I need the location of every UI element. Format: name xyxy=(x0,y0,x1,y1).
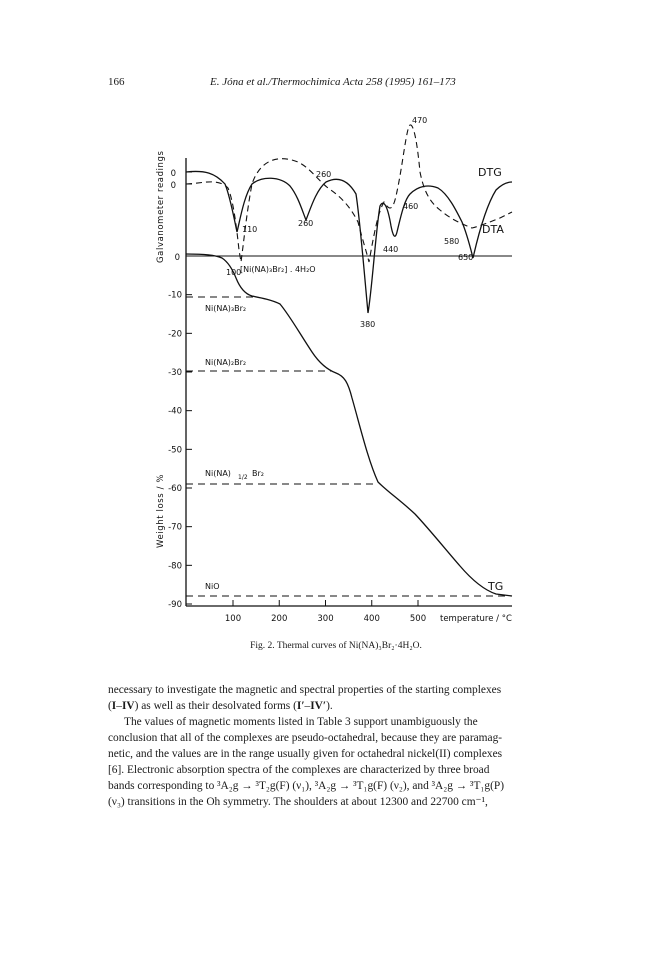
species-half-sub: 1/2 xyxy=(238,474,248,481)
page-number: 166 xyxy=(108,76,125,88)
peak-100: 100 xyxy=(226,268,242,277)
base-zero-label: 0 xyxy=(174,253,180,263)
peak-260-dta: 260 xyxy=(316,170,332,179)
species-tri: Ni(NA)₃Br₂ xyxy=(205,304,247,313)
paragraph-1-line-1: necessary to investigate the magnetic and spectral properties of the starting complexes xyxy=(108,684,502,696)
x-axis-unit-label: temperature / °C xyxy=(440,614,512,624)
dtg-label: DTG xyxy=(478,166,502,179)
peak-260-dtg: 260 xyxy=(298,219,314,228)
y-axis-lower-title: Weight loss / % xyxy=(156,473,166,548)
dta-zero-label: 0 xyxy=(170,181,176,191)
peak-460: 460 xyxy=(403,202,419,211)
species-hydrate: [Ni(NA)₃Br₂] . 4H₂O xyxy=(240,265,316,274)
dta-label: DTA xyxy=(482,223,504,236)
y-tick-label: -20 xyxy=(168,329,182,340)
paragraph-1-line-2: (I–IV) as well as their desolvated forms (I′–IV′). xyxy=(108,700,333,712)
paragraph-2-line-3: netic, and the values are in the range usually given for octahedral nickel(II) complexes xyxy=(108,748,503,760)
y-tick-label: -30 xyxy=(168,368,182,378)
tg-label: TG xyxy=(488,580,504,593)
species-oxide: NiO xyxy=(205,582,220,591)
y-tick-label: -80 xyxy=(168,561,182,572)
peak-650: 650 xyxy=(458,253,474,262)
peak-580: 580 xyxy=(444,237,460,246)
figure-caption xyxy=(0,641,672,651)
paragraph-2-line-2: conclusion that all of the complexes are pseudo-octahedral, because they are paramag- xyxy=(108,732,503,744)
y-tick-label: -70 xyxy=(168,522,182,533)
paragraph-2-line-5: bands corresponding to ³A₂g → ³T₂g(F) (ν₁), ³A₂g → ³T₁g(F) (ν₂), and ³A₂g → ³T₁g(P) xyxy=(108,780,504,792)
x-tick-label: 200 xyxy=(271,614,288,624)
peak-440: 440 xyxy=(383,245,399,254)
y-tick-label: -60 xyxy=(168,484,182,494)
paragraph-2-line-6: (ν₃) transitions in the Oh symmetry. The shoulders at about 12300 and 22700 cm⁻¹, xyxy=(108,796,488,808)
y-axis-upper-title: Galvanometer readings xyxy=(156,150,166,263)
species-half: Ni(NA) xyxy=(205,469,231,478)
x-tick-label: 300 xyxy=(317,614,334,624)
caption-prefix: Fig. 2. xyxy=(250,641,275,651)
paragraph-2-line-4: [6]. Electronic absorption spectra of the complexes are characterized by three broad xyxy=(108,764,490,776)
x-tick-label: 400 xyxy=(363,614,380,624)
dtg-zero-label: 0 xyxy=(170,169,176,179)
peak-470: 470 xyxy=(412,116,428,125)
dtg-curve xyxy=(186,171,512,313)
peak-110: 110 xyxy=(242,225,258,234)
y-tick-label: -10 xyxy=(168,290,182,301)
species-di: Ni(NA)₂Br₂ xyxy=(205,358,247,367)
x-tick-label: 100 xyxy=(224,614,242,624)
peak-380: 380 xyxy=(360,320,376,329)
x-tick-label: 500 xyxy=(409,614,427,624)
x-tick-group xyxy=(225,600,426,624)
y-tick-label: -50 xyxy=(168,445,182,456)
running-head: E. Jóna et al./Thermochimica Acta 258 (1995) 161–173 xyxy=(210,76,456,88)
species-half-tail: Br₂ xyxy=(252,469,264,478)
dta-curve xyxy=(186,125,512,262)
y-tick-group xyxy=(168,291,192,610)
paragraph-2-line-1: The values of magnetic moments listed in Table 3 support unambiguously the xyxy=(124,716,478,728)
caption-text: Thermal curves of Ni(NA)₃Br₂·4H₂O. xyxy=(276,641,422,651)
y-tick-label: -40 xyxy=(168,406,182,417)
y-tick-label: -90 xyxy=(168,600,182,610)
